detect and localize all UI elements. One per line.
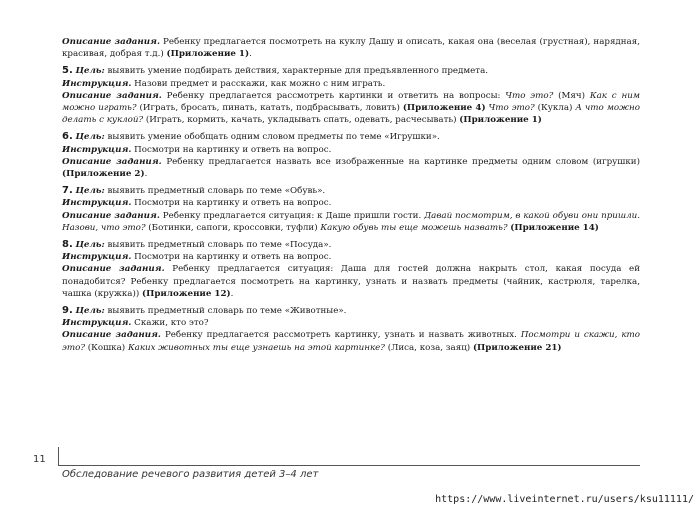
goal-text: выявить предметный словарь по теме «Посуда». [104, 240, 332, 251]
description-text: Ребенку предлагается назвать все изображенные на картинке предметы одним словом (игрушки) [161, 156, 640, 167]
description-text: Ребенку предлагается рассмотреть картинки и ответить на вопросы: [161, 90, 506, 101]
question-text: Что это? [505, 90, 554, 101]
task9-goal [62, 305, 640, 317]
description-text: Ребенку предлагается посмотреть на куклу Дашу и описать, какая она (веселая (грустная), нарядная, красивая, добрая т.д.) [62, 37, 640, 60]
page-number: 11 [33, 454, 46, 465]
answer-text: (Кошка) [85, 342, 128, 353]
question-text: Что это? [488, 103, 535, 114]
instruction-label: Инструкция. [62, 144, 132, 155]
question-text: Давай посмотрим, в какой обуви они пришли. Назови, что это? [62, 210, 640, 233]
task9-instruction [62, 317, 640, 329]
appendix-ref: (Приложение 12) [142, 288, 231, 299]
task8-goal [62, 239, 640, 251]
appendix-ref: (Приложение 4) [402, 103, 486, 114]
task6-instruction [62, 144, 640, 156]
instruction-text: Посмотри на картинку и ответь на вопрос. [131, 252, 332, 263]
punct: . [230, 288, 234, 299]
description-label: Описание задания. [62, 90, 162, 101]
instruction-text: Назови предмет и расскажи, как можно с ним играть. [131, 78, 386, 89]
instruction-text: Скажи, кто это? [131, 318, 209, 329]
task9-description [62, 329, 640, 353]
instruction-text: Посмотри на картинку и ответь на вопрос. [131, 144, 332, 155]
punct: . [144, 169, 148, 180]
goal-label: Цель: [75, 306, 105, 317]
appendix-ref: (Приложение 21) [472, 342, 562, 353]
footer-divider [58, 465, 640, 466]
description-label: Описание задания. [62, 156, 162, 167]
answer-text: (Мяч) [553, 90, 590, 101]
footer-divider-vertical [58, 447, 59, 465]
instruction-label: Инструкция. [62, 198, 132, 209]
instruction-label: Инструкция. [62, 318, 132, 329]
goal-label: Цель: [75, 132, 105, 143]
question-text: Как с ним можно играть? [62, 90, 641, 114]
goal-label: Цель: [75, 186, 105, 197]
task7-instruction [62, 197, 640, 209]
goal-text: выявить умение обобщать одним словом предметы по теме «Игрушки». [104, 132, 440, 143]
question-text: А что можно делать с куклой? [62, 103, 640, 126]
description-label: Описание задания. [62, 37, 160, 47]
task-number: 8. [62, 239, 73, 251]
description-text: Ребенку предлагается ситуация: к Даше пришли гости. [159, 210, 425, 221]
goal-text: выявить предметный словарь по теме «Обувь». [104, 186, 326, 197]
description-label: Описание задания. [62, 330, 161, 341]
task6-description [62, 156, 640, 180]
task5-goal [62, 65, 640, 77]
description-label: Описание задания. [62, 210, 160, 221]
task-number: 9. [62, 305, 73, 317]
task7-goal [62, 185, 640, 197]
appendix-ref: (Приложение 1) [459, 115, 542, 126]
description-text: Ребенку предлагается ситуация: Даша для гостей должна накрыть стол, какая посуда ей понадобится? Ребенку предлагается посмотреть на картинку, узнать и назвать предметы (чайник, кастрюля, тарелка, чашка (кружка)) [62, 264, 640, 299]
task-number: 6. [62, 131, 73, 143]
task6-goal [62, 131, 640, 143]
task4-description [62, 36, 640, 60]
goal-text: выявить умение подбирать действия, характерные для предъявленного предмета. [104, 66, 489, 77]
punct: . [249, 49, 252, 60]
answer-text: (Играть, кормить, качать, укладывать спать, одевать, расчесывать) [143, 115, 460, 126]
instruction-label: Инструкция. [62, 252, 132, 263]
question-text: Какую обувь ты еще можешь назвать? [320, 222, 508, 233]
goal-label: Цель: [75, 66, 105, 77]
answer-text: (Кукла) [534, 103, 576, 114]
answer-text: (Лиса, коза, заяц) [384, 342, 473, 353]
instruction-label: Инструкция. [62, 78, 132, 89]
question-text: Посмотри и скажи, кто это? [62, 330, 640, 353]
task8-description [62, 263, 640, 300]
goal-text: выявить предметный словарь по теме «Животные». [104, 306, 347, 317]
appendix-ref: (Приложение 1) [166, 49, 250, 60]
book-title: Обследование речевого развития детей 3–4 лет [62, 469, 319, 480]
description-text: Ребенку предлагается рассмотреть картинку, узнать и назвать животных. [160, 330, 521, 341]
page-body [62, 36, 640, 354]
task-number: 5. [62, 65, 73, 77]
description-label: Описание задания. [62, 264, 165, 275]
answer-text: (Ботинки, сапоги, кроссовки, туфли) [145, 222, 321, 233]
answer-text: (Играть, бросать, пинать, катать, подбрасывать, ловить) [136, 103, 403, 114]
appendix-ref: (Приложение 2) [62, 169, 145, 180]
task5-instruction [62, 78, 640, 90]
task5-description [62, 90, 640, 127]
instruction-text: Посмотри на картинку и ответь на вопрос. [131, 198, 332, 209]
task8-instruction [62, 251, 640, 263]
question-text: Каких животных ты еще узнаешь на этой картинке? [127, 342, 385, 353]
task7-description [62, 210, 640, 234]
goal-label: Цель: [75, 240, 105, 251]
appendix-ref: (Приложение 14) [510, 222, 599, 233]
task-number: 7. [62, 185, 73, 197]
watermark-url: https://www.liveinternet.ru/users/ksu11111/ [435, 494, 694, 505]
